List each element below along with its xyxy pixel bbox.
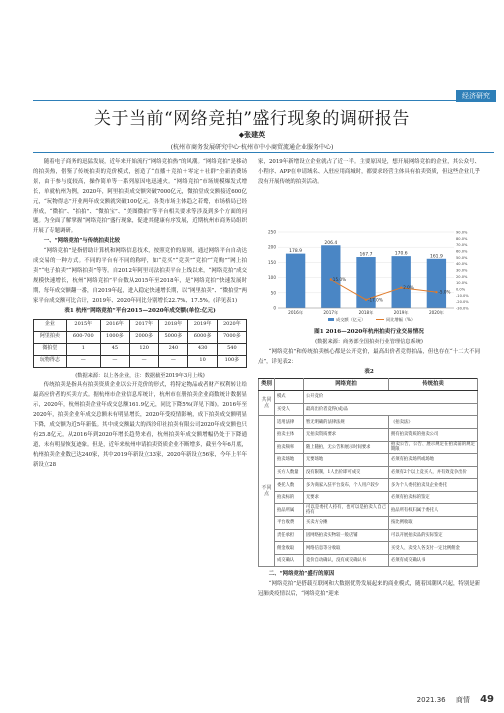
journal-name: 商情 xyxy=(455,696,470,704)
section1-paragraph: “网络竞拍”是指借助计算机和网络信息技术，按照竞价的原则，通过网络平台自动达成交易的一种方式。不同的平台有不同的称呼，如“竞买”“竞卖”“竞拍”“竞购”“网上拍卖”“电子拍卖”“网络拍卖”等等。自2012年阿里司法拍卖平台上线以来，“网络竞拍”成交规模快速增长，杭州“网络竞拍”平台数从2015年至2018年，是“网络竞拍”快速发展时期，每年成交额翻一番，自2019年起，进入稳定快速增长期，以“网里拍卖”、“微拍堂”两家平台成交额可比合计，2019年、2020年同比分别增长22.7%、17.5%。(详见表1) xyxy=(33,248,247,304)
table-cell: 微拍堂 xyxy=(34,343,67,355)
table-header-cell: 2018年 xyxy=(159,319,188,331)
paragraph-3: “网络竞拍”和传统拍卖核心都是公开竞价，最高出价者竞得拍品，但也存在“十二大不同点”，详见表2： xyxy=(258,348,480,365)
line-value-label: -17.0% xyxy=(368,297,383,303)
article-title: 关于当前“网络竞拍”盛行现象的调研报告 xyxy=(94,109,410,129)
table-cell: 买卖方分摊 xyxy=(304,517,389,530)
affiliation: (杭州市商务发展研究中心·杭州市中小商贸流通企业服务中心) xyxy=(170,144,334,151)
y-right-tick-label: 30.0% xyxy=(456,268,468,273)
intro-continuation: 家，2019年新增设立企业就占了近一半。主要原因是，想开展网络竞拍的企业，其公众号、小程序、APP在申请域名、入驻应用商城时，都要求经营主体具有拍卖资质，但这些企业几乎没有开展传统的拍卖活动。 xyxy=(258,159,480,185)
table-cell: 可以是委托人持有，也可以是拍卖人自己持有 xyxy=(304,504,389,517)
bar-value-label: 206.4 xyxy=(324,240,338,246)
table2-group-cell: 不同点 xyxy=(259,416,275,567)
table2-group-cell: 共同点 xyxy=(259,391,275,416)
header-rule xyxy=(33,100,496,101)
line-point xyxy=(365,299,367,301)
y-right-tick-label: 0.0% xyxy=(456,287,466,292)
title-rule xyxy=(33,152,494,153)
section1-heading: 一、“网络竞拍”与传统拍卖比较 xyxy=(43,238,121,245)
table-cell: 430 xyxy=(188,343,217,355)
table-cell: 多为个人委托拍卖及企业委托 xyxy=(389,479,478,492)
table-cell: 600-700 xyxy=(66,331,100,343)
table-row xyxy=(259,428,478,441)
table-cell: 暂无明确的法律法规 xyxy=(304,416,389,429)
table-cell: 成交确认 xyxy=(275,554,304,567)
table1-caption: 表1 杭州“网络竞拍”平台2015—2020年成交额(单位:亿元) xyxy=(64,307,216,314)
table1-header-row xyxy=(34,319,247,331)
bar xyxy=(427,259,446,308)
y-left-tick-label: 50 xyxy=(270,290,276,296)
y-right-tick-label: 50.0% xyxy=(456,255,468,260)
table-cell: 竞价自动确认，没有成交确认书 xyxy=(304,554,389,567)
table-cell: 无拍卖资质要求 xyxy=(304,428,389,441)
table-cell: 可以开展拍卖品的实际鉴定 xyxy=(389,529,478,542)
table-cell: — xyxy=(130,355,159,367)
table-cell: — xyxy=(66,355,100,367)
table-cell: 《拍卖法》 xyxy=(389,416,478,429)
table-header-cell: 类别 xyxy=(259,378,275,391)
paragraph-2: 传统拍卖是指具有拍卖资质企业以公开竞价的形式，将特定物品或者财产权利转让给最高应价者的买卖方式。据杭州市企业信息库统计，杭州市在册拍卖企业商数统计数据显示，2020年，杭州拍卖企业年成交总额161.9亿元，同比下降5%(详见下图)。2016年至2020年，拍卖企业年成交总额未有明显增长，2020年受疫情影响，成下拍卖成交额明显下降，成交额为近5年新低。其中成交额最大的西泠印社拍卖有限公司2020年成交额也只有25.8亿元，从2016年到2020年增长趋势来看，杭州拍卖年成交额增幅仍处于下降通道，未有明显恢复迹象。但是，近年来杭州申请拍卖资质企业不断增多，截至今年6月底，杭州拍卖企业数已达240家，其中2019年新设立33家，2020年新设立56家，今年上半年新设立28 xyxy=(33,382,247,468)
legend-label: 成交额（亿元） xyxy=(336,317,366,322)
table-cell: 拍卖场地 xyxy=(275,454,304,467)
table-header-cell: 2019年 xyxy=(188,319,217,331)
y-right-tick-label: -30.0% xyxy=(456,306,469,311)
intro-paragraph: 随着电子商务的迅猛发展，近年来开始流行“网络竞拍热”的风潮。“网络竞拍”是移动的拍卖热，借鉴了传统拍卖的竞价模式，创造了“直播＋竞拍＋零定＋社群”全新消费场景，由于参与度较高，操作简单等一系列原因电迅速火。“网络竞拍”市场规模爆发式增长，单就杭州为例，2020年，阿里拍卖成交额突破7000亿元，微拍堂成交额接近600亿元，“玩物得志”开业两年成交额就突破100亿元。各类市场主体趋之若鹜，市场格局已经形成，“微拍”、“拍拍”、“微拍宝”、“美图微拍”等平台相关要求等涉及到多个方面的问题。为全面了解掌握“网络竞拍”盛行现象，促进其健康有序发展，近期杭州市商务局组织开展了专题调研。 xyxy=(33,159,247,235)
table-row xyxy=(259,504,478,517)
table-cell: 按比例收取 xyxy=(389,517,478,530)
table-cell: 适用法律 xyxy=(275,416,304,429)
table-cell: 拍品所有权归属于委托人 xyxy=(389,504,478,517)
table-cell: — xyxy=(100,355,129,367)
table-header-cell: 网络竞拍 xyxy=(304,378,389,391)
table-header-cell: 2020年 xyxy=(217,319,246,331)
figure1-source: (数据来源：商务部全国拍卖行业管理信息系统) xyxy=(315,338,423,345)
table-cell: 多为商家入驻平台发布，个人用户较少 xyxy=(304,479,389,492)
table-row xyxy=(259,454,478,467)
table-cell: 佣金收取 xyxy=(275,542,304,555)
table-cell: 无要场地 xyxy=(304,454,389,467)
section2-paragraph: “网络竞拍”是搭载互联网和大数据优势发展起来的商业模式，随着国潮风兴起，特别是新冠肺炎疫情以后，“网络竞拍”迎来 xyxy=(258,581,480,598)
author: ◆张建英 xyxy=(238,130,266,139)
y-right-tick-label: 90.0% xyxy=(456,230,468,235)
table-cell: 拍卖频率 xyxy=(275,441,304,454)
table-cell: 无要求 xyxy=(304,491,389,504)
x-tick-label: 2018年 xyxy=(358,310,374,315)
table2-caption: 表2 xyxy=(364,368,374,375)
table-cell: 随上随拍，无公告和展示时间要求 xyxy=(304,441,389,454)
table-cell: 拥有拍卖资质的拍卖公司 xyxy=(389,428,478,441)
series-line xyxy=(331,280,437,303)
table-row xyxy=(34,355,247,367)
table-header-cell: 2017年 xyxy=(130,319,159,331)
table-cell: 买受人 xyxy=(275,403,304,416)
table-cell: 委托人数 xyxy=(275,479,304,492)
table-cell: 10 xyxy=(188,355,217,367)
table-cell: 阿里拍卖 xyxy=(34,331,67,343)
table-row xyxy=(259,529,478,542)
y-right-tick-label: 10.0% xyxy=(456,281,468,286)
legend-label: 同比增幅（%） xyxy=(386,317,416,322)
table-cell: 5000多 xyxy=(159,331,188,343)
table-header-cell: 2015年 xyxy=(66,319,100,331)
y-right-tick-label: 20.0% xyxy=(456,274,468,279)
table-cell: 公开竞价 xyxy=(304,391,478,404)
table-cell: 6000多 xyxy=(188,331,217,343)
line-value-label: -5.0% xyxy=(438,289,451,295)
x-tick-label: 2016年 xyxy=(288,310,304,315)
x-tick-label: 2020年 xyxy=(428,310,444,315)
line-point xyxy=(435,291,437,293)
table-cell: 240 xyxy=(159,343,188,355)
x-tick-label: 2019年 xyxy=(393,310,409,315)
y-left-tick-label: 200 xyxy=(268,244,276,250)
table1 xyxy=(33,319,247,368)
table-row xyxy=(34,331,247,343)
bar-value-label: 170.6 xyxy=(394,251,408,257)
table-cell: 网络信息等分收取 xyxy=(304,542,389,555)
left-column xyxy=(33,158,247,471)
table-row xyxy=(259,416,478,429)
right-column-body xyxy=(258,328,480,600)
y-left-tick-label: 150 xyxy=(268,259,276,265)
table-cell: 120 xyxy=(130,343,159,355)
y-right-tick-label: 70.0% xyxy=(456,243,468,248)
table-cell: — xyxy=(159,355,188,367)
table-cell: 责任承担 xyxy=(275,529,304,542)
table-cell: 玩物得志 xyxy=(34,355,67,367)
y-right-tick-label: 80.0% xyxy=(456,236,468,241)
line-value-label: 15.0% xyxy=(332,277,347,282)
y-left-tick-label: 0 xyxy=(273,305,276,311)
table-header-cell: 传统拍卖 xyxy=(389,378,478,391)
table-cell: 1000多 xyxy=(100,331,129,343)
right-column-top xyxy=(258,158,480,188)
table-cell: 拍卖标的 xyxy=(275,491,304,504)
table-cell: 必须有成交确认书 xyxy=(389,554,478,567)
y-right-tick-label: 60.0% xyxy=(456,249,468,254)
table-header-cell: 2016年 xyxy=(100,319,129,331)
page-number: 49 xyxy=(480,694,494,705)
issue-date: 2021.36 xyxy=(416,696,446,704)
y-right-tick-label: -20.0% xyxy=(456,300,469,305)
table-row xyxy=(259,554,478,567)
table-cell: 拍品所属 xyxy=(275,504,304,517)
section2-heading: 二、“网络竞拍”盛行的原因 xyxy=(268,571,335,578)
table-row xyxy=(259,542,478,555)
table-cell: 1 xyxy=(66,343,100,355)
bar xyxy=(286,254,305,308)
table2 xyxy=(258,378,478,568)
table-cell: 拍卖公告，公告、展示规定在拍卖前的规定期限 xyxy=(389,441,478,454)
table-cell: 因网络拍卖实物较一般店铺 xyxy=(304,529,389,542)
table-cell: 模式 xyxy=(275,391,304,404)
table-cell: 100多 xyxy=(217,355,246,367)
table-row xyxy=(259,517,478,530)
table-row xyxy=(259,403,478,416)
figure1-chart xyxy=(258,226,480,326)
figure1-caption: 图1 2016—2020年杭州拍卖行业交易情况 xyxy=(314,329,424,335)
table-header-cell xyxy=(275,378,304,391)
page-footer xyxy=(417,694,494,705)
y-right-tick-label: -10.0% xyxy=(456,293,469,298)
line-point xyxy=(400,287,402,289)
bar-value-label: 167.7 xyxy=(359,252,373,258)
table1-source: (数据来源：以上各企业，注：数据截至2019年3月上线) xyxy=(75,372,205,379)
table-header-cell: 企业 xyxy=(34,319,67,331)
table-row xyxy=(259,441,478,454)
y-left-tick-label: 100 xyxy=(268,275,276,281)
table-row xyxy=(259,391,478,404)
table-cell: 必须有2个以上竞买人，并有效竞争出价 xyxy=(389,466,478,479)
y-right-tick-label: 40.0% xyxy=(456,262,468,267)
table-cell: 必须有拍卖标的鉴定 xyxy=(389,491,478,504)
table-cell: 2000多 xyxy=(130,331,159,343)
y-left-tick-label: 250 xyxy=(268,229,276,235)
table-row xyxy=(34,343,247,355)
table-cell: 7000多 xyxy=(217,331,246,343)
bar-value-label: 161.9 xyxy=(429,254,443,260)
line-point xyxy=(330,278,332,280)
x-tick-label: 2017年 xyxy=(323,310,339,315)
table-cell: 买方人数量 xyxy=(275,466,304,479)
table-cell: 540 xyxy=(217,343,246,355)
bar xyxy=(392,256,411,308)
table-row xyxy=(259,479,478,492)
table-row xyxy=(259,466,478,479)
legend-swatch-bar xyxy=(328,318,334,321)
table-cell: 没有限制，1人出价即可成交 xyxy=(304,466,389,479)
table-cell: 平台收费 xyxy=(275,517,304,530)
table-cell: 必须有拍卖场所或场地 xyxy=(389,454,478,467)
table2-header-row xyxy=(259,378,478,391)
table-cell: 45 xyxy=(100,343,129,355)
table-cell: 拍卖主体 xyxy=(275,428,304,441)
table-row xyxy=(259,491,478,504)
bar-value-label: 178.9 xyxy=(289,249,303,255)
section-tag: 经济研究 xyxy=(456,90,496,102)
chart-svg xyxy=(258,226,480,326)
table2-body xyxy=(259,391,478,567)
table-cell: 最高出价者竞得(成)品 xyxy=(304,403,478,416)
table-cell: 买受人、卖受人各支付一定比例佣金 xyxy=(389,542,478,555)
line-value-label: 2.0% xyxy=(403,285,414,291)
